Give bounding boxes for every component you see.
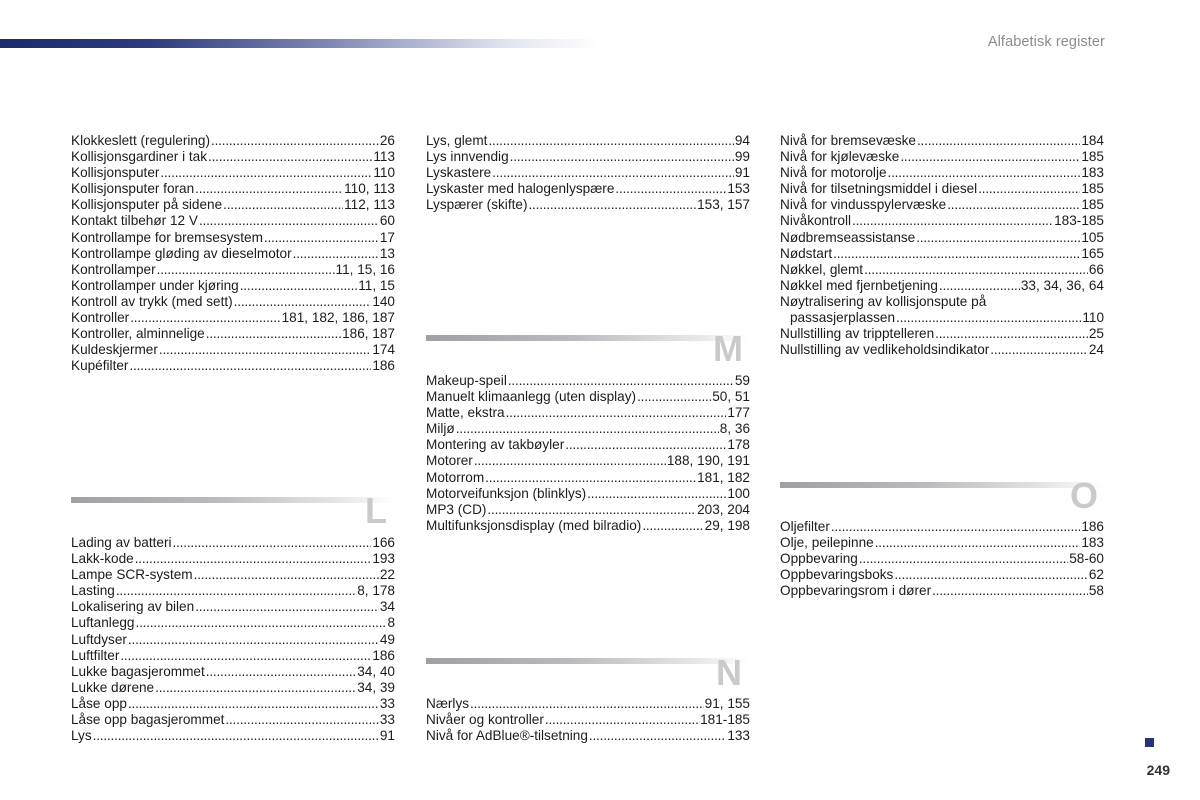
dot-leader [195,181,343,197]
index-entry-term: Makeup-speil [426,373,507,388]
index-entry-term: Lyspærer (skifte) [426,197,528,213]
index-entry [426,181,750,197]
section-divider-n [426,658,750,664]
index-entry [780,294,1104,310]
index-entry-term: Kontroller, alminnelige [71,326,205,342]
index-column-1 [71,133,395,374]
dot-leader [130,310,280,326]
index-entry-term: Motorveifunksjon (blinklys) [426,485,587,501]
index-entry [426,133,750,149]
index-entry [71,664,395,680]
index-entry [780,197,1104,213]
index-entry-pages: 183-185 [1054,213,1104,229]
index-entry [71,358,395,374]
index-entry-term: Nivåkontroll [780,213,852,229]
index-entry-pages: 8, 178 [357,583,395,599]
dot-leader [939,278,1020,294]
index-entry-pages: 22 [379,567,395,583]
index-entry [426,518,750,534]
index-entry [71,149,395,165]
index-entry [71,632,395,648]
dot-leader [116,583,356,599]
dot-leader [492,165,734,181]
dot-leader [589,728,726,744]
index-entry-term: Lading av batteri [71,535,172,550]
index-entry-pages: 62 [1088,567,1104,583]
index-column-2-m [426,373,750,534]
index-entry-pages: 193 [372,551,395,567]
index-column-2-n [426,696,750,744]
page-marker-square [1145,738,1154,747]
dot-leader [642,518,703,534]
index-column-3-o [780,519,1104,599]
index-entry-pages: 140 [372,293,395,309]
index-entry-term: Oppbevaringsrom i dører [780,583,932,599]
index-entry-term: Kontroll av trykk (med sett) [71,293,233,309]
index-entry-term: Kupéfilter [71,358,129,374]
dot-leader [917,133,1080,149]
index-entry-pages: 178 [727,437,750,453]
dot-leader [173,535,372,551]
index-entry-pages: 59 [734,373,750,388]
index-entry-pages: 60 [379,213,395,229]
index-entry-pages: 110 [373,165,395,181]
index-entry-pages: 8, 36 [719,421,750,437]
index-entry-term: Nødbremseassistanse [780,229,916,245]
index-entry-term: Kuldeskjermer [71,342,158,358]
dot-leader [456,421,719,437]
dot-leader [990,342,1088,358]
index-entry [780,519,1104,535]
index-entry-pages: 185 [1081,181,1104,197]
index-entry-pages: 105 [1081,229,1104,245]
index-entry [426,712,750,728]
index-entry [780,535,1104,551]
index-entry-pages: 34 [379,599,395,615]
index-entry-pages: 58-60 [1069,551,1104,567]
dot-leader [194,567,379,583]
dot-leader [225,712,378,728]
index-entry-term: Kontroller [71,310,130,326]
dot-leader [135,551,372,567]
index-entry-pages: 174 [372,342,395,358]
index-entry-term: Luftdyser [71,631,127,647]
index-entry-term: Nøkkel med fjernbetjening [780,277,938,293]
dot-leader [93,728,379,744]
dot-leader [206,664,356,680]
index-entry-term: Kontrollamper [71,261,156,277]
index-entry-pages: 186 [372,358,395,374]
index-entry [71,230,395,246]
index-entry-pages: 181-185 [700,712,750,728]
index-entry-pages: 112, 113 [344,197,395,213]
index-entry [426,453,750,469]
dot-leader [487,502,696,518]
index-entry-pages: 185 [1081,197,1104,213]
index-entry-term: Luftanlegg [71,615,135,631]
dot-leader [470,696,704,712]
index-entry [71,680,395,696]
index-entry [426,373,750,389]
index-entry-term: Kontrollampe for bremsesystem [71,229,263,245]
index-entry-term: Nivå for bremsevæske [780,133,916,148]
index-column-1-l [71,535,395,744]
index-entry [71,181,395,197]
index-entry [780,246,1104,262]
index-entry-pages: 99 [734,149,750,165]
index-entry-pages: 166 [372,535,395,550]
dot-leader [136,615,387,631]
dot-leader [528,197,696,213]
index-entry-term: Kollisjonsgardiner i tak [71,149,208,165]
dot-leader [833,246,1080,262]
index-entry-term: Kontrollamper under kjøring [71,277,239,293]
dot-leader [510,149,734,165]
index-entry [780,551,1104,567]
index-entry-pages: 110 [1082,310,1104,326]
dot-leader [545,712,699,728]
index-entry [71,696,395,712]
dot-leader [831,519,1080,535]
index-entry-term: Klokkeslett (regulering) [71,133,211,148]
index-entry-term: Motorrom [426,469,485,485]
index-entry [780,133,1104,149]
index-entry [426,728,750,744]
dot-leader [160,165,372,181]
index-entry-term: Lokalisering av bilen [71,599,195,615]
index-entry-term: Lyskastere [426,165,492,181]
index-entry-term: MP3 (CD) [426,501,487,517]
index-entry-term: Lukke bagasjerommet [71,663,205,679]
index-entry [426,696,750,712]
index-entry-term: Oppbevaringsboks [780,567,894,583]
dot-leader [211,133,379,149]
index-entry-term: Lasting [71,583,115,599]
index-entry-term: Miljø [426,421,455,437]
dot-leader [206,326,341,342]
index-entry [71,551,395,567]
index-entry-term: Matte, ekstra [426,405,505,421]
index-entry-term: Lys, glemt [426,133,488,148]
dot-leader [587,486,726,502]
dot-leader [195,599,379,615]
index-entry-term: Nivå for vindusspylervæske [780,197,947,213]
index-entry [71,648,395,664]
index-entry [780,310,1104,326]
index-entry-term: Nivå for motorolje [780,165,887,181]
index-entry [780,342,1104,358]
index-entry [426,486,750,502]
index-entry [71,326,395,342]
index-entry-pages: 33 [379,695,395,711]
index-entry-term: Olje, peilepinne [780,535,874,551]
index-entry [426,470,750,486]
index-entry-pages: 17 [379,229,395,245]
index-entry-pages: 66 [1088,261,1104,277]
index-entry-pages: 94 [734,133,750,148]
index-entry-term: Nivå for tilsetningsmiddel i diesel [780,181,978,197]
dot-leader [199,213,379,229]
index-entry-term: Multifunksjonsdisplay (med bilradio) [426,517,642,533]
index-entry-term: Lakk-kode [71,551,134,567]
index-entry-pages: 113 [373,149,395,165]
index-entry [71,310,395,326]
index-entry [71,535,395,551]
index-entry [71,728,395,744]
index-entry-term: Nøytralisering av kollisjonspute på [780,293,987,309]
index-entry-pages: 34, 39 [357,679,395,695]
index-entry-pages: 110, 113 [344,181,395,197]
index-entry [71,246,395,262]
index-entry-term: Nullstilling av tripptelleren [780,326,935,342]
index-entry [426,149,750,165]
index-entry-pages: 153, 157 [697,197,750,213]
index-entry-term: Oljefilter [780,519,830,534]
index-entry-pages: 188, 190, 191 [666,453,750,469]
index-entry-pages: 185 [1081,149,1104,165]
index-entry-pages: 58 [1088,583,1104,599]
dot-leader [888,165,1081,181]
dot-leader [120,648,371,664]
index-entry-term: Lampe SCR-system [71,567,193,583]
index-entry-term: Motorer [426,453,473,469]
index-entry-pages: 11, 15 [358,277,395,293]
dot-leader [264,230,379,246]
index-entry-term: Lyskaster med halogenlyspære [426,181,615,197]
dot-leader [896,310,1081,326]
index-entry-term: Montering av takbøyler [426,437,565,453]
index-column-2 [426,133,750,213]
index-entry-term: Lukke dørene [71,679,155,695]
index-entry [71,213,395,229]
index-entry [71,599,395,615]
index-entry-pages: 91, 155 [704,696,750,711]
index-entry [426,421,750,437]
index-entry [426,405,750,421]
index-entry-pages: 133 [727,728,750,744]
index-entry-pages: 33, 34, 36, 64 [1020,277,1104,293]
index-entry-pages: 24 [1088,342,1104,358]
section-letter-l: L [365,490,387,531]
index-entry [71,342,395,358]
index-entry-term: Kollisjonsputer på sidene [71,197,223,213]
dot-leader [852,213,1053,229]
dot-leader [932,583,1088,599]
index-entry-term: Nivå for kjølevæske [780,149,900,165]
index-entry-pages: 186, 187 [342,326,395,342]
index-entry-term: Nærlys [426,696,470,711]
index-entry-pages: 33 [379,712,395,728]
index-entry [780,165,1104,181]
dot-leader [234,294,372,310]
dot-leader [978,181,1080,197]
dot-leader [637,389,711,405]
index-entry [780,262,1104,278]
dot-leader [615,181,726,197]
dot-leader [488,133,733,149]
index-entry-term: Kollisjonsputer foran [71,181,195,197]
dot-leader [157,262,335,278]
index-entry [426,437,750,453]
index-entry [780,213,1104,229]
index-entry-pages: 183 [1081,535,1104,551]
index-entry [71,262,395,278]
index-entry-term: Låse opp [71,695,127,711]
dot-leader [916,230,1080,246]
dot-leader [128,632,379,648]
dot-leader [508,373,734,389]
index-entry [780,181,1104,197]
index-entry [426,502,750,518]
dot-leader [240,278,357,294]
index-entry-pages: 50, 51 [712,389,750,405]
dot-leader [859,551,1068,567]
dot-leader [900,149,1080,165]
index-entry [71,278,395,294]
index-entry [780,583,1104,599]
index-column-3 [780,133,1104,358]
section-letter-o: O [1070,475,1099,516]
index-entry-term: Nødstart [780,245,833,261]
index-entry [71,294,395,310]
index-entry-pages: 153 [727,181,750,197]
index-entry-term: Kontrollampe gløding av dieselmotor [71,245,292,261]
index-entry-term: Nivå for AdBlue®-tilsetning [426,728,588,744]
page-number: 249 [1146,762,1170,778]
index-entry-pages: 13 [379,245,395,261]
index-entry-term: Låse opp bagasjerommet [71,712,225,728]
dot-leader [129,358,371,374]
dot-leader [947,197,1080,213]
index-entry [780,278,1104,294]
index-entry-pages: 91 [734,165,750,181]
index-entry-pages: 186 [1081,519,1104,534]
index-entry-term: passasjerplassen [790,310,896,326]
dot-leader [894,567,1088,583]
index-entry-pages: 29, 198 [704,517,750,533]
dot-leader [485,470,696,486]
index-entry [71,583,395,599]
dot-leader [128,696,379,712]
index-entry [780,230,1104,246]
index-entry [71,712,395,728]
section-divider-l [71,497,395,503]
index-entry-term: Kontakt tilbehør 12 V [71,213,198,229]
index-entry [71,165,395,181]
dot-leader [293,246,379,262]
index-entry-term: Nøkkel, glemt [780,261,864,277]
index-entry [71,133,395,149]
index-entry-pages: 8 [387,615,395,631]
index-entry-term: Kollisjonsputer [71,165,160,181]
section-divider-o [780,482,1105,488]
index-entry-term: Lys innvendig [426,149,509,165]
section-letter-n: N [716,652,742,693]
section-divider-m [426,335,750,341]
dot-leader [565,437,726,453]
section-letter-m: M [713,328,743,369]
dot-leader [506,405,727,421]
index-entry [71,567,395,583]
index-entry [426,197,750,213]
index-entry-term: Oppbevaring [780,551,858,567]
dot-leader [223,197,343,213]
index-entry [780,567,1104,583]
index-entry-pages: 26 [379,133,395,148]
index-entry [780,326,1104,342]
dot-leader [474,453,666,469]
index-entry-pages: 203, 204 [697,501,750,517]
index-entry-term: Nivåer og kontroller [426,712,544,728]
index-entry-term: Lys [71,728,92,744]
dot-leader [875,535,1081,551]
dot-leader [935,326,1088,342]
index-entry-pages: 177 [727,405,750,421]
index-entry-pages: 186 [372,647,395,663]
dot-leader [155,680,356,696]
index-entry-term: Manuelt klimaanlegg (uten display) [426,389,637,405]
dot-leader [159,342,371,358]
index-entry-pages: 91 [379,728,395,744]
dot-leader [864,262,1088,278]
index-entry [71,615,395,631]
index-entry [780,149,1104,165]
index-entry-pages: 49 [379,631,395,647]
index-entry-pages: 183 [1081,165,1104,181]
index-entry-pages: 11, 15, 16 [335,261,395,277]
index-entry [426,165,750,181]
index-entry [426,389,750,405]
dot-leader [208,149,372,165]
index-entry-pages: 181, 182, 186, 187 [281,310,395,326]
index-entry-pages: 34, 40 [357,663,395,679]
index-entry [71,197,395,213]
index-entry-term: Nullstilling av vedlikeholdsindikator [780,342,990,358]
index-entry-pages: 25 [1088,326,1104,342]
index-entry-pages: 181, 182 [697,469,750,485]
index-entry-pages: 165 [1081,245,1104,261]
index-entry-pages: 100 [727,485,750,501]
header-color-band [0,39,600,48]
index-entry-pages: 184 [1081,133,1104,148]
index-entry-term: Luftfilter [71,647,120,663]
page-header-title: Alfabetisk register [987,34,1105,50]
